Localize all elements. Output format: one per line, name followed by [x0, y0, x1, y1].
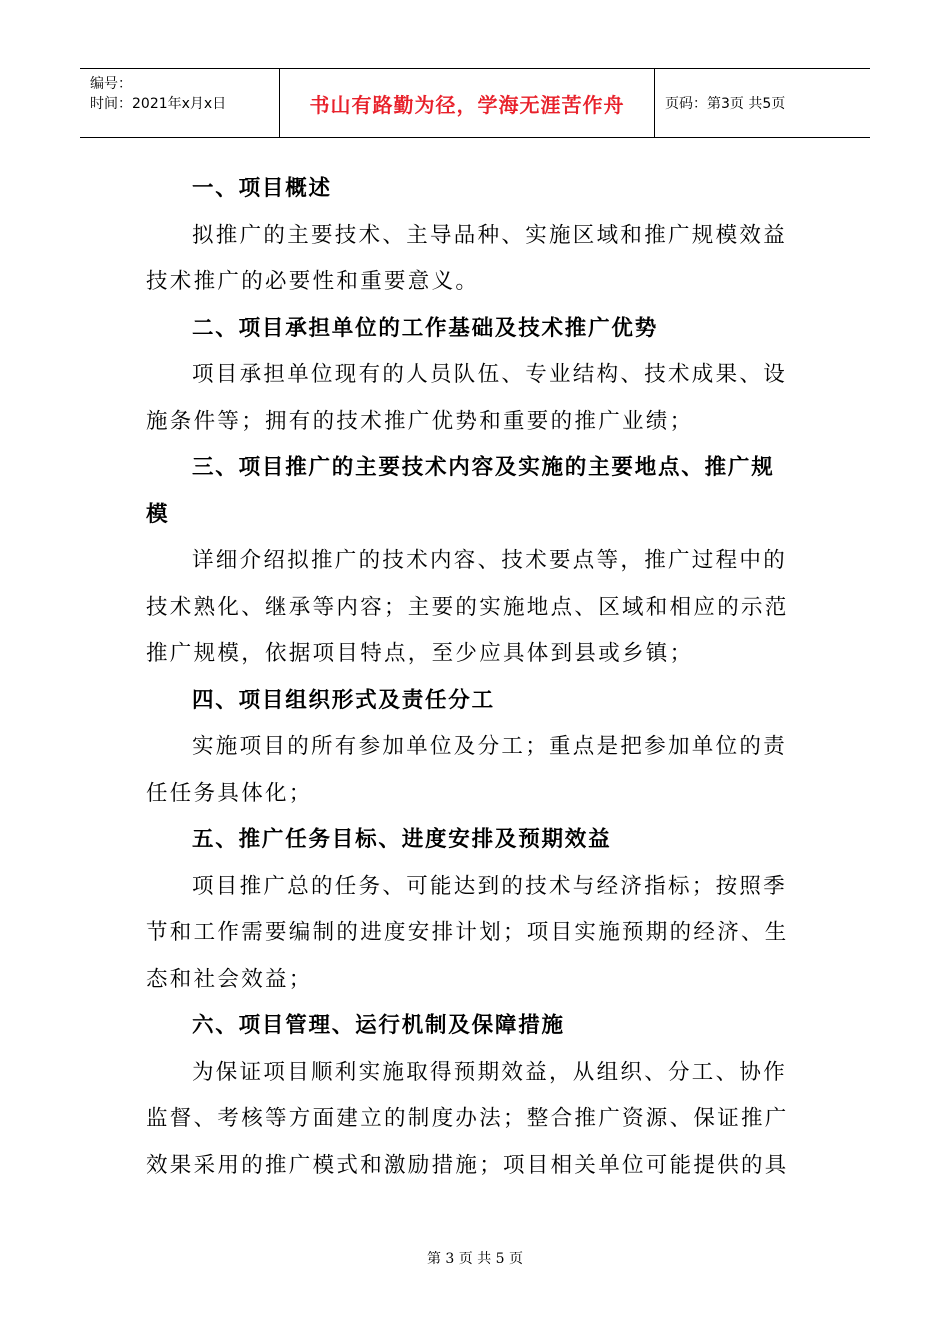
header-motto-cell — [280, 69, 655, 137]
paragraph-line: 施条件等；拥有的技术推广优势和重要的推广业绩； — [146, 408, 694, 434]
paragraph-line: 项目承担单位现有的人员队伍、专业结构、技术成果、设 — [192, 362, 788, 387]
paragraph-line: 态和社会效益； — [146, 966, 313, 992]
paragraph-line: 监督、考核等方面建立的制度办法；整合推广资源、保证推广 — [146, 1106, 789, 1131]
paragraph-line: 节和工作需要编制的进度安排计划；项目实施预期的经济、生 — [146, 920, 789, 945]
section-heading: 五、推广任务目标、进度安排及预期效益 — [192, 827, 612, 852]
paragraph-line: 任任务具体化； — [146, 780, 313, 806]
document-time-label: 时间：2021年x月x日 — [90, 96, 227, 112]
paragraph-line: 推广规模，依据项目特点，至少应具体到县或乡镇； — [146, 641, 694, 666]
header-info-cell — [80, 69, 280, 137]
paragraph-line: 详细介绍拟推广的技术内容、技术要点等，推广过程中的 — [192, 548, 788, 573]
paragraph-line: 拟推广的主要技术、主导品种、实施区域和推广规模效益 — [192, 222, 788, 248]
paragraph-line: 技术推广的必要性和重要意义。 — [146, 269, 480, 294]
header-page-number: 页码：第3页 共5页 — [665, 96, 786, 112]
header-motto: 书山有路勤为径，学海无涯苦作舟 — [309, 92, 625, 117]
paragraph-line: 为保证项目顺利实施取得预期效益，从组织、分工、协作 — [192, 1059, 788, 1085]
paragraph-line: 技术熟化、继承等内容；主要的实施地点、区域和相应的示范 — [146, 594, 789, 620]
document-body — [146, 166, 806, 1189]
document-number-label: 编号： — [90, 76, 132, 92]
paragraph-line: 效果采用的推广模式和激励措施；项目相关单位可能提供的具 — [146, 1152, 789, 1178]
header-page-cell — [655, 69, 870, 137]
section-heading: 六、项目管理、运行机制及保障措施 — [192, 1013, 565, 1038]
page-footer: 第 3 页 共 5 页 — [426, 1251, 524, 1267]
section-heading: 四、项目组织形式及责任分工 — [192, 687, 495, 713]
section-heading: 一、项目概述 — [192, 176, 332, 201]
paragraph-line: 实施项目的所有参加单位及分工；重点是把参加单位的责 — [192, 734, 788, 759]
section-heading: 三、项目推广的主要技术内容及实施的主要地点、推广规 — [192, 455, 775, 480]
page-header — [80, 68, 870, 138]
section-heading: 二、项目承担单位的工作基础及技术推广优势 — [192, 315, 659, 341]
section-heading-continued: 模 — [146, 501, 170, 527]
paragraph-line: 项目推广总的任务、可能达到的技术与经济指标；按照季 — [192, 873, 788, 899]
